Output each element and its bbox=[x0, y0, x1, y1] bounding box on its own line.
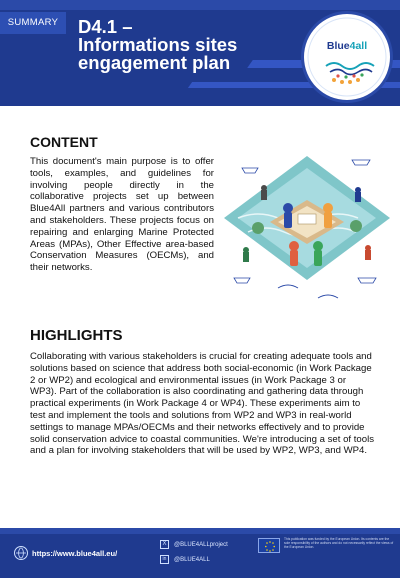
stakeholder-illustration bbox=[218, 128, 396, 318]
header-top-band bbox=[0, 0, 400, 10]
summary-tag: SUMMARY bbox=[0, 12, 66, 34]
highlights-heading: HIGHLIGHTS bbox=[30, 327, 123, 344]
header-banner bbox=[0, 0, 400, 106]
title-line: D4.1 – bbox=[78, 16, 133, 37]
linkedin-icon[interactable]: in bbox=[160, 555, 169, 564]
title-line: Informations sites bbox=[78, 34, 238, 55]
website-link[interactable]: https://www.blue4all.eu/ bbox=[32, 549, 118, 558]
globe-icon bbox=[14, 546, 28, 560]
logo-graphic bbox=[304, 14, 390, 100]
page-title bbox=[78, 18, 298, 72]
content-body: This document's main purpose is to offer tools, examples, and guidelines for involving people directly in the collaborative projects set up between Blue4All partners and various contributors and stakeholders. These projects focus on repairing and enlarging Marine Protected Areas (MPAs), Other Effective area-based Conservation Measures (OECMs), and their networks. bbox=[30, 156, 214, 274]
title-line: engagement plan bbox=[78, 52, 231, 73]
eu-funding-notice: This publication was funded by the European Union. Its contents are the sole responsibility of the authors and do not necessarily reflect the views of the European Union. bbox=[284, 537, 394, 550]
footer-banner bbox=[0, 528, 400, 578]
logo-text-main: Blue bbox=[326, 40, 350, 52]
highlights-body: Collaborating with various stakeholders is crucial for creating adequate tools and solutions based on science that address both social-economic (in Work Package 2 or WP2) and ecological and environmental issues (in Work Package 3 or WP3). Part of the collaboration is also coordinating and gathering data through practical experiments (in Work Package 4 or WP4). These experiments aim to test and implement the tools and solutions from WP2 and WP3 in real-world settings to manage MPAs/OECMs and their networks effectively and to provide solid conservation advice to coastal communities. We're introducing a set of tools and a plan for involving stakeholders that will be used by WP2, WP3, and WP4. bbox=[30, 351, 375, 457]
social-linkedin-link[interactable]: @BLUE4ALL bbox=[174, 557, 210, 563]
blue4all-logo bbox=[304, 14, 390, 100]
footer-top-band bbox=[0, 528, 400, 534]
content-heading: CONTENT bbox=[30, 134, 98, 150]
logo-text-accent: 4all bbox=[349, 40, 368, 52]
social-x-link[interactable]: @BLUE4ALLproject bbox=[174, 542, 228, 548]
x-logo-icon[interactable]: X bbox=[160, 540, 169, 549]
eu-flag-icon bbox=[258, 538, 280, 553]
